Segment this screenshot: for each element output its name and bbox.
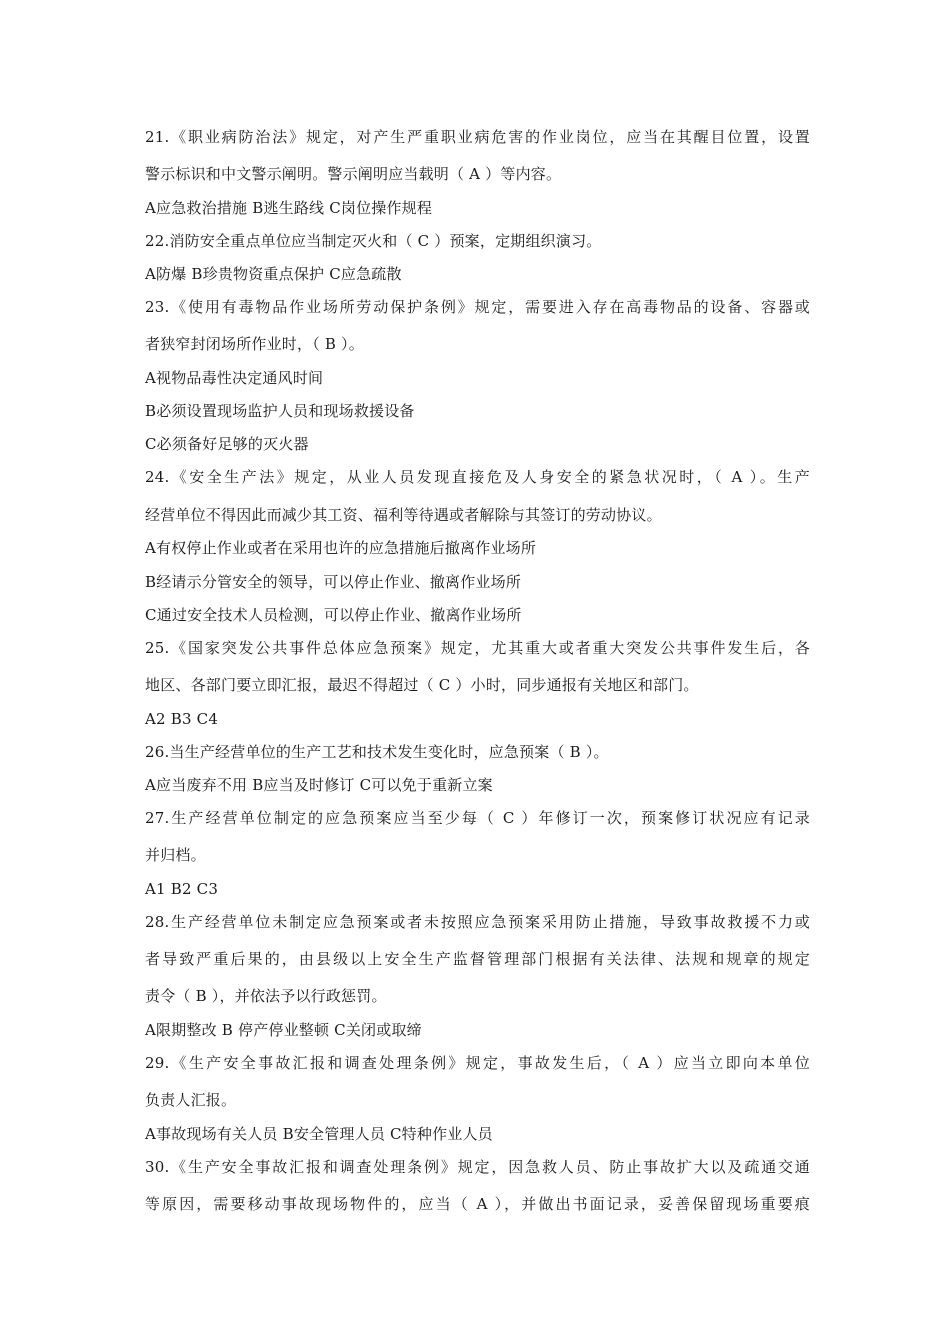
question-26: 26.当生产经营单位的生产工艺和技术发生变化时，应急预案（ B ）。 [145, 743, 609, 761]
question-24-option-c: C通过安全技术人员检测，可以停止作业、撤离作业场所 [145, 606, 522, 624]
question-23-option-c: C必须备好足够的灭火器 [145, 435, 309, 453]
question-24-line-1: 24.《安全生产法》规定，从业人员发现直接危及人身安全的紧急状况时，（ A ）。生产 [145, 468, 810, 486]
question-22-options: A防爆 B珍贵物资重点保护 C应急疏散 [145, 265, 402, 283]
question-23-line-1: 23.《使用有毒物品作业场所劳动保护条例》规定，需要进入存在高毒物品的设备、容器或 [145, 298, 810, 316]
question-23-line-2: 者狭窄封闭场所作业时，（ B ）。 [145, 335, 364, 353]
question-25-line-1: 25.《国家突发公共事件总体应急预案》规定，尤其重大或者重大突发公共事件发生后，各 [145, 639, 810, 657]
question-23-option-b: B必须设置现场监护人员和现场救援设备 [145, 402, 415, 420]
question-21-line-1: 21.《职业病防治法》规定，对产生严重职业病危害的作业岗位，应当在其醒目位置，设置 [145, 128, 810, 146]
question-22: 22.消防安全重点单位应当制定灭火和（ C ）预案，定期组织演习。 [145, 232, 602, 250]
question-25-line-2: 地区、各部门要立即汇报，最迟不得超过（ C ）小时，同步通报有关地区和部门。 [145, 676, 699, 694]
question-25-options: A2 B3 C4 [145, 710, 219, 728]
question-21-options: A应急救治措施 B逃生路线 C岗位操作规程 [145, 199, 433, 217]
question-26-options: A应当废弃不用 B应当及时修订 C可以免于重新立案 [145, 776, 493, 794]
question-23-option-a: A视物品毒性决定通风时间 [145, 369, 324, 387]
question-29-options: A事故现场有关人员 B安全管理人员 C特种作业人员 [145, 1125, 493, 1143]
question-27-options: A1 B2 C3 [145, 880, 219, 898]
question-24-line-2: 经营单位不得因此而减少其工资、福利等待遇或者解除与其签订的劳动协议。 [145, 506, 662, 524]
question-28-line-1: 28.生产经营单位未制定应急预案或者未按照应急预案采用防止措施，导致事故救援不力或 [145, 913, 810, 931]
question-28-line-3: 责令（ B ），并依法予以行政惩罚。 [145, 987, 387, 1005]
question-29-line-2: 负责人汇报。 [145, 1091, 237, 1109]
question-24-option-b: B经请示分管安全的领导，可以停止作业、撤离作业场所 [145, 573, 522, 591]
question-27-line-1: 27.生产经营单位制定的应急预案应当至少每（ C ）年修订一次，预案修订状况应有记录 [145, 809, 810, 827]
question-28-line-2: 者导致严重后果的，由县级以上安全生产监督管理部门根据有关法律、法规和规章的规定 [145, 950, 810, 968]
question-29-line-1: 29.《生产安全事故汇报和调查处理条例》规定，事故发生后，（ A ）应当立即向本单位 [145, 1054, 810, 1072]
question-27-line-2: 并归档。 [145, 846, 206, 864]
question-21-line-2: 警示标识和中文警示阐明。警示阐明应当载明（ A ）等内容。 [145, 165, 562, 183]
question-30-line-2: 等原因，需要移动事故现场物件的，应当（ A ），并做出书面记录，妥善保留现场重要痕 [145, 1195, 810, 1213]
question-30-line-1: 30.《生产安全事故汇报和调查处理条例》规定，因急救人员、防止事故扩大以及疏通交通 [145, 1158, 810, 1176]
question-24-option-a: A有权停止作业或者在采用也许的应急措施后撤离作业场所 [145, 539, 537, 557]
question-28-options: A限期整改 B 停产停业整顿 C关闭或取缔 [145, 1021, 422, 1039]
